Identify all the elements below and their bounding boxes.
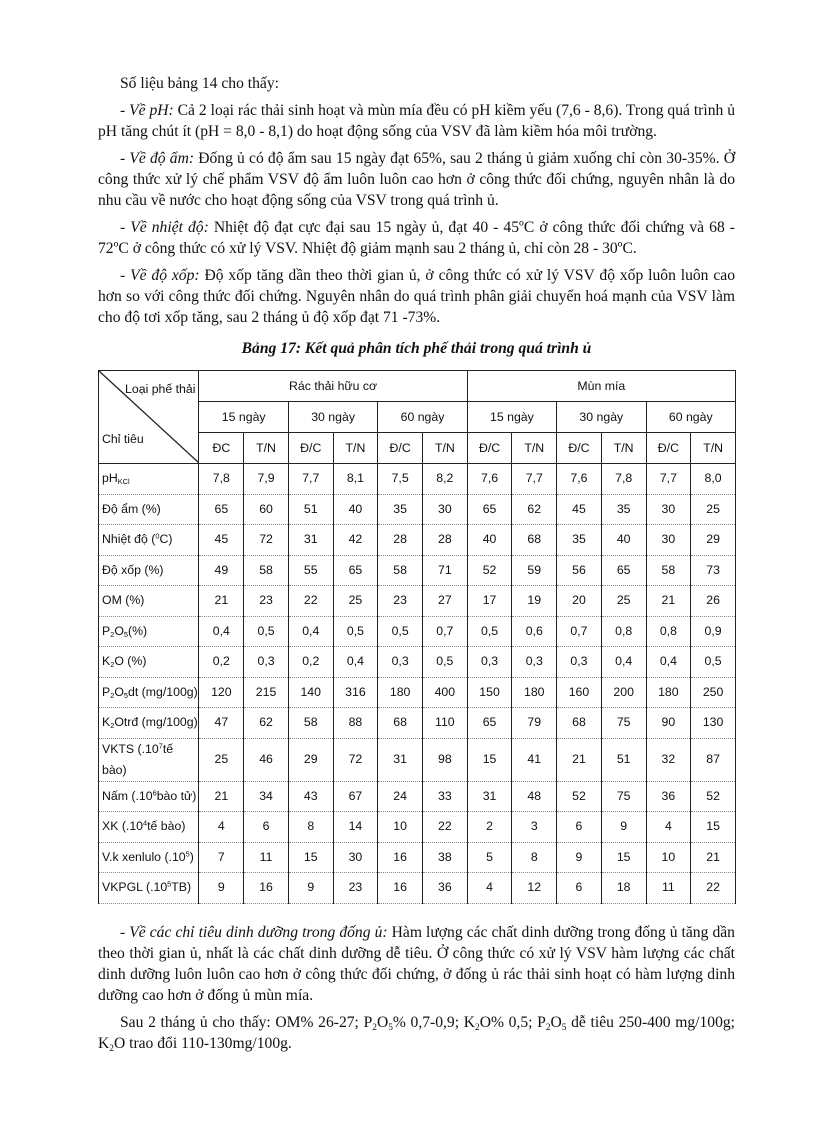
table-cell: 9 (601, 812, 646, 843)
text-part: K (102, 654, 111, 669)
porosity-lead: - Về độ xốp: (120, 267, 200, 284)
table-cell: 30 (646, 525, 691, 556)
row-label (99, 647, 199, 678)
table-cell: 15 (467, 738, 512, 781)
text-part: XK (.10 (102, 819, 144, 834)
text-part: tế bào) (102, 741, 174, 777)
table-cell: 27 (423, 586, 468, 617)
text-part: 2 (109, 1043, 114, 1054)
text-part: 5 (123, 690, 128, 700)
table-cell: 72 (333, 738, 378, 781)
table-cell: 0,4 (601, 647, 646, 678)
moisture-text: Đống ủ có độ ẩm sau 15 ngày đạt 65%, sau 2 tháng ủ giảm xuống chỉ còn 30-35%. Ở công thức xử lý chế phẩm VSV độ ẩm luôn luôn cao hơn ở công thức đối chứng, nguyên nhân là do nhu cầu về nước cho hoạt động sống của VSV trong quá trình ủ. (98, 150, 735, 209)
row-label (99, 781, 199, 812)
table-cell: 4 (467, 873, 512, 904)
text-part: 6 (152, 788, 157, 798)
row-label (99, 873, 199, 904)
nutrition-paragraph (98, 922, 735, 1006)
text-part: Otrđ (mg/100g) (114, 715, 198, 730)
text-part: O (114, 684, 124, 699)
table-cell: 400 (423, 677, 468, 708)
summary-paragraph (98, 1012, 735, 1054)
table-cell: 0,9 (691, 616, 736, 647)
table-cell: 29 (288, 738, 333, 781)
table-cell: 250 (691, 677, 736, 708)
subcolumn-header: ĐC (199, 433, 244, 464)
table-cell: 62 (512, 494, 557, 525)
table-cell: 8,2 (423, 464, 468, 495)
table-cell: 25 (601, 586, 646, 617)
row-label (99, 555, 199, 586)
moisture-paragraph (98, 148, 735, 211)
table-cell: 6 (557, 812, 602, 843)
row-label (99, 677, 199, 708)
table-cell: 65 (601, 555, 646, 586)
temperature-lead: - Về nhiệt độ: (120, 219, 209, 236)
table-cell: 90 (646, 708, 691, 739)
table-cell: 0,8 (601, 616, 646, 647)
table-cell: 59 (512, 555, 557, 586)
table-cell: 30 (333, 842, 378, 873)
table-cell: 62 (244, 708, 289, 739)
text-part: dễ tiêu 250-400 mg/100g; K (98, 1013, 736, 1052)
table-cell: 40 (601, 525, 646, 556)
text-part: 2 (110, 629, 115, 639)
table-cell: 23 (333, 873, 378, 904)
table-cell: 36 (423, 873, 468, 904)
subcolumn-header: Đ/C (467, 433, 512, 464)
table-cell: 16 (378, 842, 423, 873)
table-cell: 0,5 (423, 647, 468, 678)
text-part: 2 (372, 1022, 377, 1033)
table-cell: 43 (288, 781, 333, 812)
table-cell: 6 (557, 873, 602, 904)
subcolumn-header: T/N (601, 433, 646, 464)
text-part: Độ xốp (%) (102, 562, 164, 577)
period-header: 60 ngày (378, 402, 467, 433)
table-row (99, 812, 736, 843)
table-cell: 150 (467, 677, 512, 708)
table-cell: 40 (467, 525, 512, 556)
table-cell: 21 (199, 586, 244, 617)
table-cell: 58 (646, 555, 691, 586)
text-part: 2 (110, 721, 115, 731)
row-label (99, 616, 199, 647)
table-cell: 28 (378, 525, 423, 556)
table-cell: 120 (199, 677, 244, 708)
table-cell: 75 (601, 708, 646, 739)
table-cell: 9 (199, 873, 244, 904)
porosity-text: Độ xốp tăng dần theo thời gian ủ, ở công thức có xử lý VSV độ xốp luôn luôn cao hơn so với công thức đối chứng. Nguyên nhân do quá trình phân giải chuyển hoá mạnh của VSV làm cho độ tơi xốp tăng, sau 2 tháng ủ độ xốp đạt 71 -73%. (98, 267, 735, 326)
table-row (99, 525, 736, 556)
table-cell: 180 (512, 677, 557, 708)
table-cell: 7,9 (244, 464, 289, 495)
text-part: 5 (185, 849, 190, 859)
table-cell: 8 (288, 812, 333, 843)
period-header: 30 ngày (557, 402, 646, 433)
table-cell: 0,4 (646, 647, 691, 678)
text-part: O (114, 623, 124, 638)
subcolumn-header: T/N (512, 433, 557, 464)
table-cell: 22 (423, 812, 468, 843)
period-header: 60 ngày (646, 402, 735, 433)
table-cell: 14 (333, 812, 378, 843)
table-cell: 0,4 (333, 647, 378, 678)
table-cell: 47 (199, 708, 244, 739)
table-cell: 17 (467, 586, 512, 617)
table-cell: 0,5 (333, 616, 378, 647)
text-part: OM (%) (102, 593, 145, 608)
table-cell: 215 (244, 677, 289, 708)
text-part: VKTS (.10 (102, 741, 159, 756)
text-part: Nấm (.10 (102, 788, 153, 803)
subcolumn-header: T/N (691, 433, 736, 464)
table-cell: 110 (423, 708, 468, 739)
table-cell: 0,2 (199, 647, 244, 678)
table-cell: 180 (378, 677, 423, 708)
results-table (98, 370, 736, 904)
row-label (99, 586, 199, 617)
table-row (99, 738, 736, 781)
period-header: 15 ngày (467, 402, 556, 433)
corner-header (99, 371, 199, 464)
text-part: 2 (475, 1022, 480, 1033)
table-cell: 10 (646, 842, 691, 873)
table-cell: 52 (557, 781, 602, 812)
table-cell: 98 (423, 738, 468, 781)
group-header: Mùn mía (467, 371, 735, 402)
text-part: 5 (123, 629, 128, 639)
table-cell: 30 (646, 494, 691, 525)
table-cell: 55 (288, 555, 333, 586)
table-cell: 0,2 (288, 647, 333, 678)
table-cell: 79 (512, 708, 557, 739)
table-cell: 7 (199, 842, 244, 873)
text-part: Sau 2 tháng ủ cho thấy: OM% 26-27; P (120, 1013, 373, 1031)
table-cell: 51 (288, 494, 333, 525)
table-cell: 68 (378, 708, 423, 739)
table-cell: 58 (288, 708, 333, 739)
row-label (99, 842, 199, 873)
table-caption: Bảng 17: Kết quả phân tích phế thải trong quá trình ủ (241, 340, 592, 357)
table-cell: 18 (601, 873, 646, 904)
table-cell: 68 (557, 708, 602, 739)
table-cell: 28 (423, 525, 468, 556)
table-cell: 75 (601, 781, 646, 812)
subcolumn-header: Đ/C (646, 433, 691, 464)
table-cell: 58 (378, 555, 423, 586)
table-cell: 21 (691, 842, 736, 873)
text-part: C) (159, 532, 173, 547)
text-part: 2 (110, 690, 115, 700)
table-cell: 11 (244, 842, 289, 873)
table-cell: 0,5 (467, 616, 512, 647)
table-row (99, 708, 736, 739)
table-cell: 23 (378, 586, 423, 617)
table-cell: 31 (467, 781, 512, 812)
table-cell: 35 (378, 494, 423, 525)
table-cell: 180 (646, 677, 691, 708)
table-cell: 316 (333, 677, 378, 708)
table-cell: 8,1 (333, 464, 378, 495)
row-label (99, 738, 199, 781)
table-cell: 42 (333, 525, 378, 556)
table-cell: 25 (333, 586, 378, 617)
table-cell: 7,6 (557, 464, 602, 495)
table-cell: 33 (423, 781, 468, 812)
porosity-paragraph (98, 265, 735, 328)
table-cell: 7,7 (288, 464, 333, 495)
period-header: 30 ngày (288, 402, 377, 433)
text-part: 5 (388, 1022, 393, 1033)
table-cell: 40 (333, 494, 378, 525)
corner-bottom-label: Chỉ tiêu (102, 432, 144, 446)
ph-text: Cả 2 loại rác thải sinh hoạt và mùn mía đều có pH kiềm yếu (7,6 - 8,6). Trong quá trình ủ pH tăng chút ít (pH = 8,0 - 8,1) do hoạt động sống của VSV đã làm kiềm hóa môi trường. (98, 102, 736, 140)
table-cell: 12 (512, 873, 557, 904)
table-cell: 45 (199, 525, 244, 556)
table-cell: 51 (601, 738, 646, 781)
temperature-text: Nhiệt độ đạt cực đại sau 15 ngày ủ, đạt 40 - 45ºC ở công thức đối chứng và 68 - 72ºC ở công thức có xử lý VSV. Nhiệt độ giảm mạnh sau 2 tháng ủ, chỉ còn 28 - 30ºC. (98, 219, 735, 257)
corner-top-label: Loại phế thải (125, 382, 196, 396)
table-row (99, 873, 736, 904)
subcolumn-header: T/N (423, 433, 468, 464)
row-label (99, 494, 199, 525)
table-cell: 0,5 (244, 616, 289, 647)
table-cell: 68 (512, 525, 557, 556)
table-cell: 19 (512, 586, 557, 617)
table-cell: 22 (691, 873, 736, 904)
subcolumn-header: T/N (244, 433, 289, 464)
table-row (99, 464, 736, 495)
table-cell: 0,7 (557, 616, 602, 647)
text-part: 5 (561, 1022, 567, 1033)
subcolumn-header: T/N (333, 433, 378, 464)
table-cell: 41 (512, 738, 557, 781)
table-cell: 16 (244, 873, 289, 904)
text-part: P (102, 684, 111, 699)
table-cell: 0,3 (557, 647, 602, 678)
table-cell: 0,3 (244, 647, 289, 678)
table-cell: 15 (691, 812, 736, 843)
table-cell: 65 (467, 494, 512, 525)
table-cell: 7,5 (378, 464, 423, 495)
document-page (98, 73, 735, 1060)
table-cell: 88 (333, 708, 378, 739)
table-cell: 7,8 (199, 464, 244, 495)
table-cell: 35 (601, 494, 646, 525)
table-cell: 140 (288, 677, 333, 708)
table-cell: 200 (601, 677, 646, 708)
table-cell: 0,7 (423, 616, 468, 647)
row-label (99, 708, 199, 739)
table-cell: 21 (646, 586, 691, 617)
table-row (99, 555, 736, 586)
text-part: tế bào) (147, 819, 186, 834)
row-label (99, 812, 199, 843)
table-cell: 7,7 (646, 464, 691, 495)
table-cell: 58 (244, 555, 289, 586)
table-cell: 52 (467, 555, 512, 586)
table-cell: 32 (646, 738, 691, 781)
text-part: 7 (158, 741, 163, 751)
text-part: Độ ẩm (%) (102, 501, 161, 516)
table-cell: 21 (199, 781, 244, 812)
table-cell: 11 (646, 873, 691, 904)
table-cell: 0,5 (691, 647, 736, 678)
nutrition-lead: - Về các chỉ tiêu dinh dưỡng trong đống ủ: (120, 923, 388, 941)
text-part: 2 (545, 1022, 551, 1033)
text-part: 2 (110, 660, 115, 670)
text-part: O trao đổi 110-130mg/100g. (113, 1034, 292, 1052)
table-cell: 0,6 (512, 616, 557, 647)
table-cell: 160 (557, 677, 602, 708)
table-cell: 2 (467, 812, 512, 843)
table-cell: 56 (557, 555, 602, 586)
table-cell: 30 (423, 494, 468, 525)
table-cell: 10 (378, 812, 423, 843)
table-cell: 7,7 (512, 464, 557, 495)
text-part: 4 (143, 818, 148, 828)
table-cell: 26 (691, 586, 736, 617)
table-cell: 0,4 (288, 616, 333, 647)
table-cell: 9 (557, 842, 602, 873)
table-cell: 9 (288, 873, 333, 904)
table-cell: 4 (199, 812, 244, 843)
table-cell: 46 (244, 738, 289, 781)
text-part: O (376, 1013, 389, 1031)
text-part: V.k xenlulo (.10 (102, 849, 186, 864)
table-cell: 73 (691, 555, 736, 586)
table-cell: 20 (557, 586, 602, 617)
table-cell: 15 (601, 842, 646, 873)
table-cell: 67 (333, 781, 378, 812)
table-cell: 25 (691, 494, 736, 525)
row-label (99, 464, 199, 495)
table-cell: 4 (646, 812, 691, 843)
table-cell: 130 (691, 708, 736, 739)
ph-paragraph (98, 100, 735, 142)
table-row (99, 494, 736, 525)
table-cell: 23 (244, 586, 289, 617)
table-cell: 45 (557, 494, 602, 525)
table-cell: 52 (691, 781, 736, 812)
table-cell: 15 (288, 842, 333, 873)
text-part: KCl (117, 477, 130, 487)
table-cell: 87 (691, 738, 736, 781)
table-cell: 65 (199, 494, 244, 525)
table-cell: 8,0 (691, 464, 736, 495)
intro-paragraph: Số liệu bảng 14 cho thấy: (120, 75, 279, 92)
text-part: % 0,7-0,9; K (392, 1013, 476, 1031)
table-cell: 29 (691, 525, 736, 556)
text-part: K (102, 715, 111, 730)
table-cell: 22 (288, 586, 333, 617)
table-row (99, 616, 736, 647)
text-part: ) (189, 849, 194, 864)
table-cell: 21 (557, 738, 602, 781)
table-cell: 31 (378, 738, 423, 781)
text-part: VKPGL (.10 (102, 880, 168, 895)
table-cell: 72 (244, 525, 289, 556)
table-cell: 16 (378, 873, 423, 904)
text-part: O (550, 1013, 562, 1031)
table-cell: 24 (378, 781, 423, 812)
temperature-paragraph (98, 217, 735, 259)
table-row (99, 586, 736, 617)
subcolumn-header: Đ/C (557, 433, 602, 464)
text-part: (%) (128, 623, 148, 638)
table-cell: 0,3 (467, 647, 512, 678)
text-part: 5 (167, 879, 172, 889)
table-row (99, 677, 736, 708)
text-part: O% 0,5; P (479, 1013, 546, 1031)
ph-lead: - Về pH: (120, 102, 174, 119)
table-cell: 60 (244, 494, 289, 525)
table-cell: 8 (512, 842, 557, 873)
table-cell: 35 (557, 525, 602, 556)
text-part: 0 (155, 531, 160, 541)
text-part: TB) (171, 880, 192, 895)
row-label (99, 525, 199, 556)
table-cell: 0,3 (378, 647, 423, 678)
table-cell: 49 (199, 555, 244, 586)
text-part: Nhiệt độ ( (102, 532, 156, 547)
table-cell: 6 (244, 812, 289, 843)
table-row (99, 842, 736, 873)
table-cell: 0,4 (199, 616, 244, 647)
table-cell: 3 (512, 812, 557, 843)
text-part: bào tử) (156, 788, 197, 803)
text-part: dt (mg/100g) (128, 684, 198, 699)
table-row (99, 781, 736, 812)
subcolumn-header: Đ/C (378, 433, 423, 464)
table-cell: 36 (646, 781, 691, 812)
table-cell: 25 (199, 738, 244, 781)
group-header: Rác thải hữu cơ (199, 371, 467, 402)
table-cell: 31 (288, 525, 333, 556)
table-cell: 65 (333, 555, 378, 586)
subcolumn-header: Đ/C (288, 433, 333, 464)
moisture-lead: - Về độ ẩm: (120, 150, 195, 167)
table-cell: 71 (423, 555, 468, 586)
text-part: P (102, 623, 111, 638)
table-cell: 7,6 (467, 464, 512, 495)
table-cell: 48 (512, 781, 557, 812)
table-cell: 34 (244, 781, 289, 812)
text-part: pH (102, 471, 118, 486)
table-cell: 0,5 (378, 616, 423, 647)
table-row (99, 647, 736, 678)
table-cell: 65 (467, 708, 512, 739)
table-cell: 5 (467, 842, 512, 873)
table-cell: 7,8 (601, 464, 646, 495)
table-cell: 38 (423, 842, 468, 873)
nutrition-text: Hàm lượng các chất dinh dưỡng trong đống ủ tăng dần theo thời gian ủ, nhất là các chất dinh dưỡng dễ tiêu. Ở công thức có xử lý VSV hàm lượng các chất dinh dưỡng luôn luôn cao hơn ở công thức đối chứng, ở đống ủ rác thải sinh hoạt có hàm lượng dinh dưỡng cao hơn ở đống ủ mùn mía. (98, 923, 735, 1004)
table-cell: 0,3 (512, 647, 557, 678)
text-part: O (%) (114, 654, 147, 669)
period-header: 15 ngày (199, 402, 288, 433)
table-cell: 0,8 (646, 616, 691, 647)
